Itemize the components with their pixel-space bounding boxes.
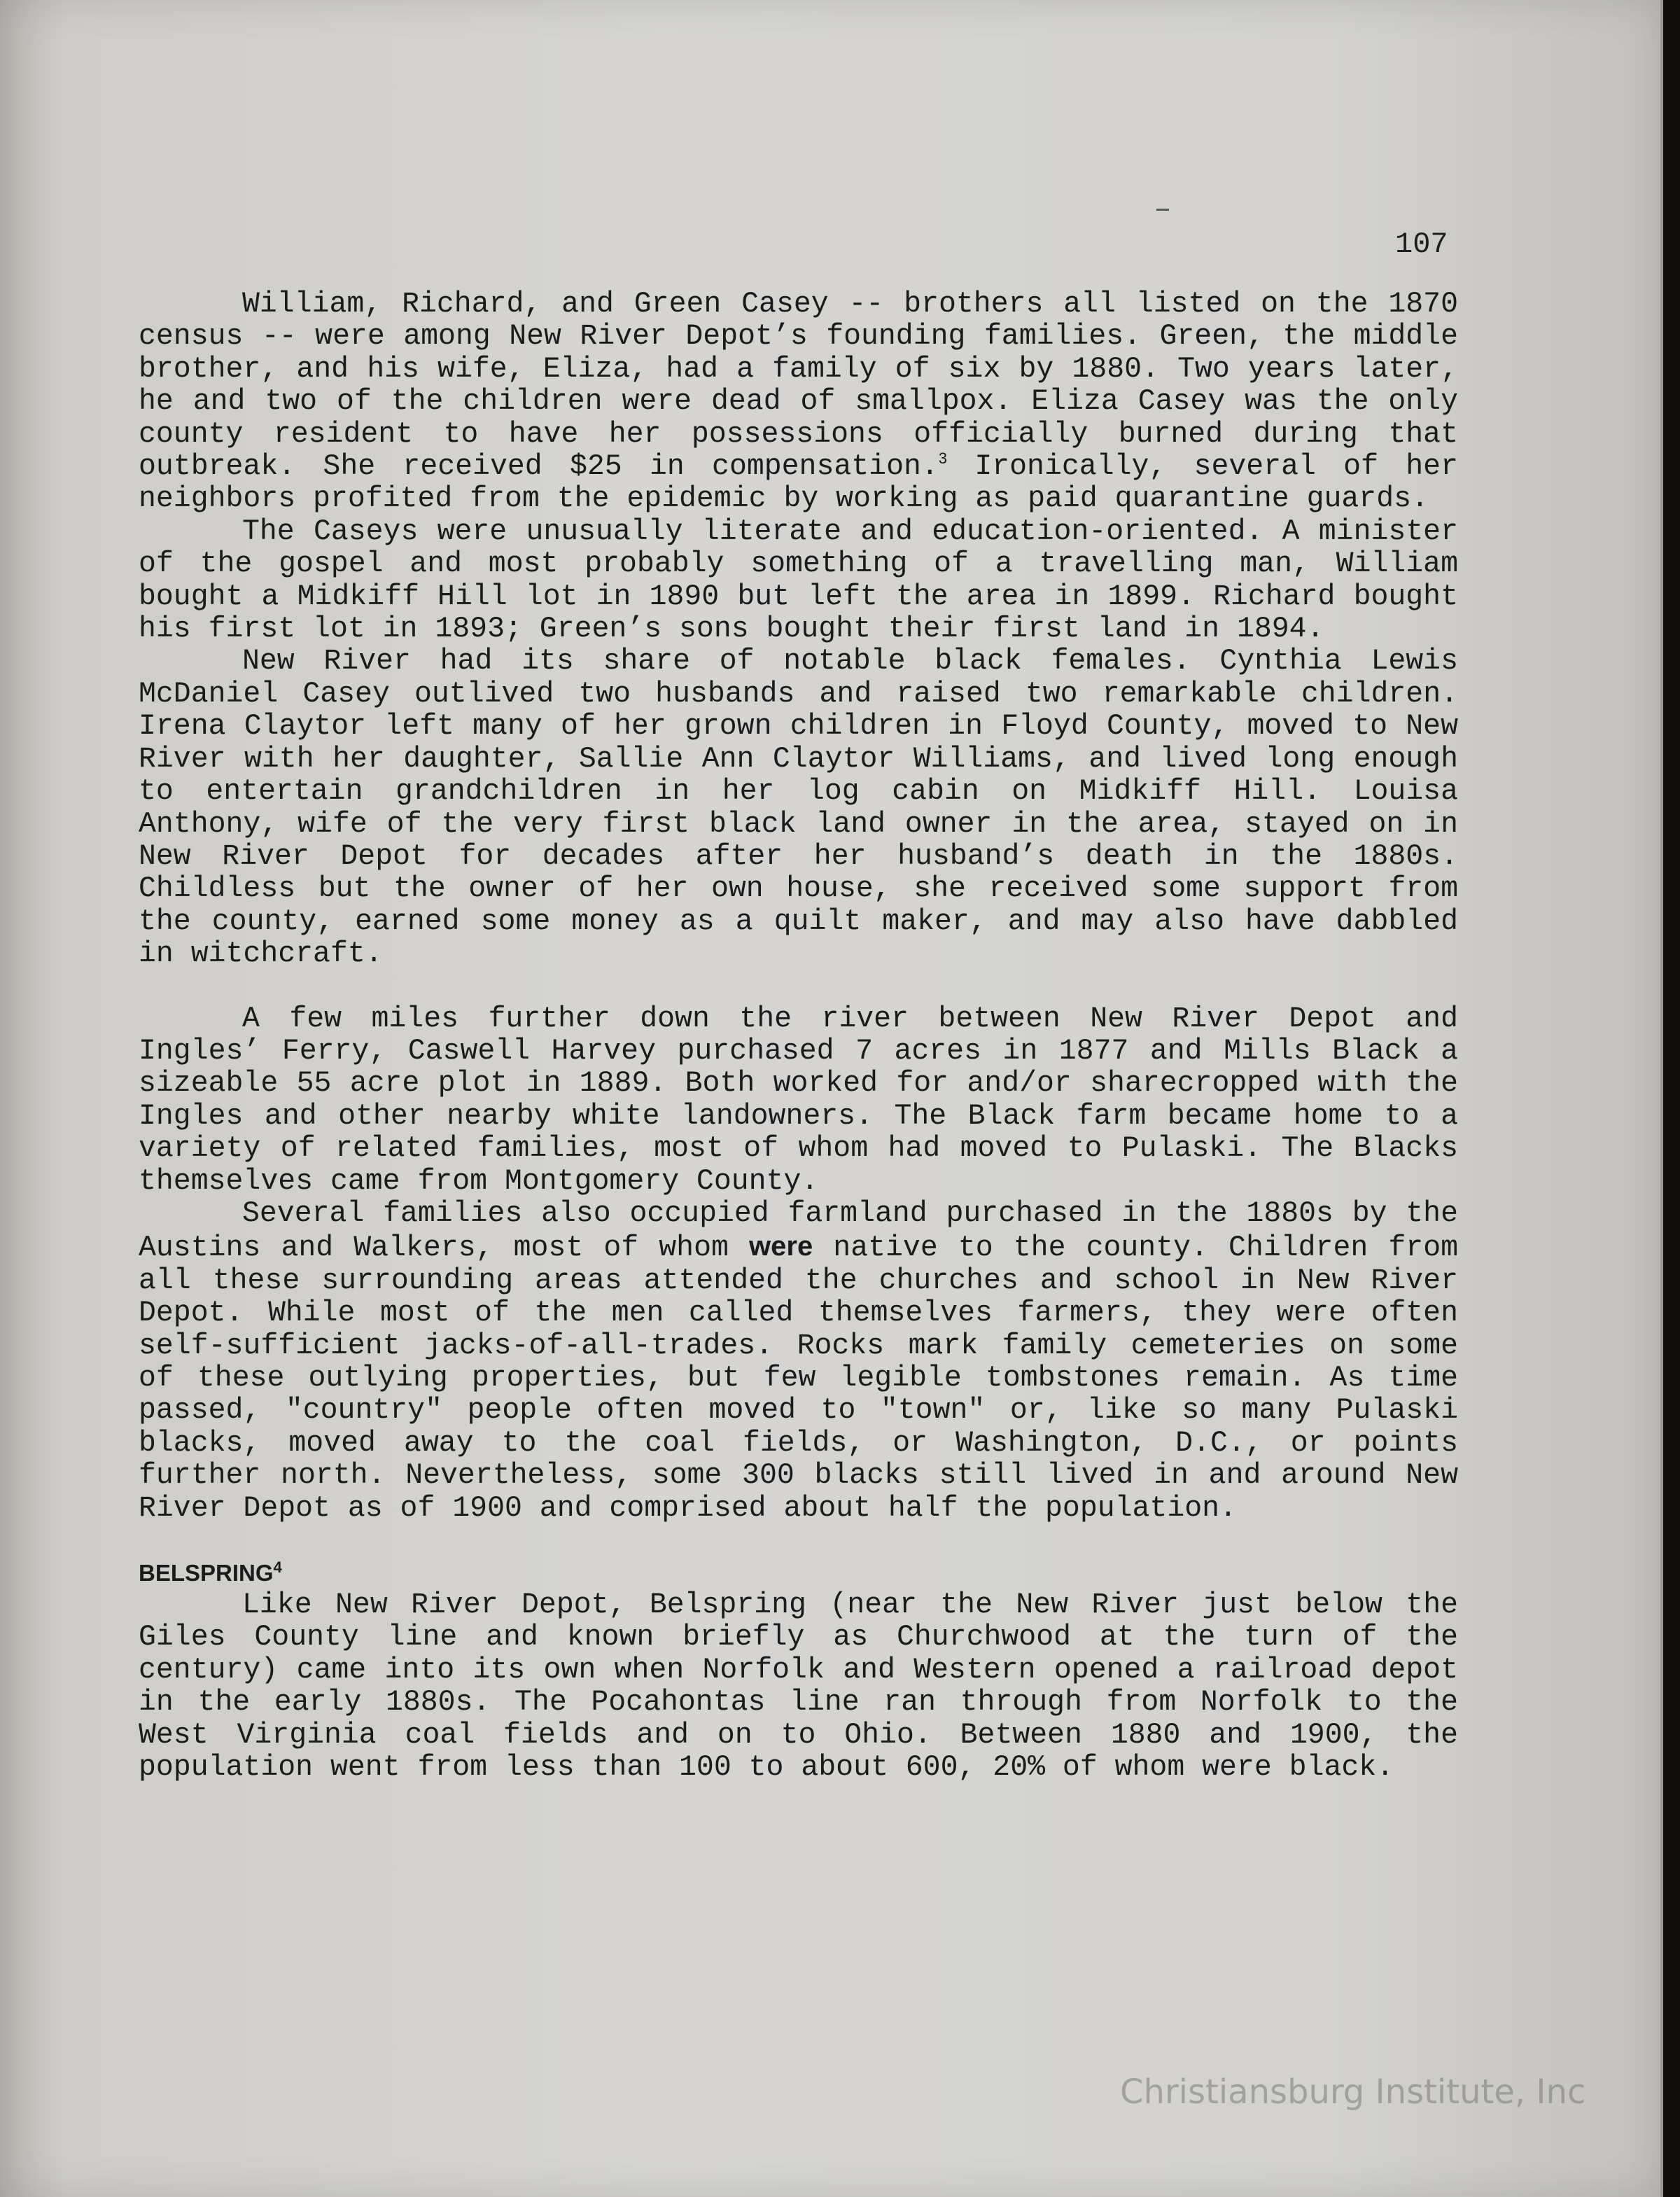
body-text (139, 288, 1458, 1784)
bold-word: were (749, 1231, 813, 1262)
watermark: Christiansburg Institute, Inc (1120, 2072, 1586, 2112)
footnote-ref-4: 4 (273, 1558, 282, 1577)
paragraph-caseys-literate: The Caseys were unusually literate and education-oriented. A minister of the gospel and most probably something of a travelling man, William bought a Midkiff Hill lot in 1890 but left the area in 1899. Richard bought his first lot in 1893; Green’s sons bought their first land in 1894. (139, 515, 1458, 646)
paragraph-ingles-ferry: A few miles further down the river between New River Depot and Ingles’ Ferry, Caswell Harvey purchased 7 acres in 1877 and Mills Black a sizeable 55 acre plot in 1889. Both worked for and/or sharecropped with the Ingles and other nearby white landowners. The Black farm became home to a variety of related families, most of whom had moved to Pulaski. The Blacks themselves came from Montgomery County. (139, 1002, 1458, 1198)
scan-dark-edge (1663, 0, 1680, 2197)
paragraph-belspring: Like New River Depot, Belspring (near the New River just below the Giles County line and known briefly as Churchwood at the turn of the century) came into its own when Norfolk and Western opened a railroad depot in the early 1880s. The Pocahontas line ran through from Norfolk to the West Virginia coal fields and on to Ohio. Between 1880 and 1900, the population went from less than 100 to about 600, 20% of whom were black. (139, 1589, 1458, 1785)
section-heading-belspring: BELSPRING$^4$ (139, 1558, 282, 1586)
page-number: 107 (1395, 228, 1448, 261)
footnote-ref-3: 3 (938, 449, 948, 468)
paragraph-notable-females: New River had its share of notable black females. Cynthia Lewis McDaniel Casey outlived two husbands and raised two remarkable children. Irena Claytor left many of her grown children in Floyd County, moved to New River with her daughter, Sallie Ann Claytor Williams, and lived long enough to entertain grandchildren in her log cabin on Midkiff Hill. Louisa Anthony, wife of the very first black land owner in the area, stayed on in New River Depot for decades after her husband’s death in the 1880s. Childless but the owner of her own house, she received some support from the county, earned some money as a quilt maker, and may also have dabbled in witchcraft. (139, 645, 1458, 971)
paragraph-farmland-families: Several families also occupied farmland purchased in the 1880s by the Austins and Walkers, most of whom were native to the county. Children from all these surrounding areas attended the churches and school in New River Depot. While most of the men called themselves farmers, they were often self-sufficient jacks-of-all-trades. Rocks mark family cemeteries on some of these outlying properties, but few legible tombstones remain. As time passed, "country" people often moved to "town" or, like so many Pulaski blacks, moved away to the coal fields, or Washington, D.C., or points further north. Nevertheless, some 300 blacks still lived in and around New River Depot as of 1900 and comprised about half the population. (139, 1197, 1458, 1525)
paragraph-casey-brothers: William, Richard, and Green Casey -- brothers all listed on the 1870 census -- were among New River Depot’s founding families. Green, the middle brother, and his wife, Eliza, had a family of six by 1880. Two years later, he and two of the children were dead of smallpox. Eliza Casey was the only county resident to have her possessions officially burned during that outbreak. She received $25 in compensation.$^3$ Ironically, several of her neighbors profited from the epidemic by working as paid quarantine guards. (139, 288, 1458, 516)
stray-mark (1156, 209, 1169, 211)
